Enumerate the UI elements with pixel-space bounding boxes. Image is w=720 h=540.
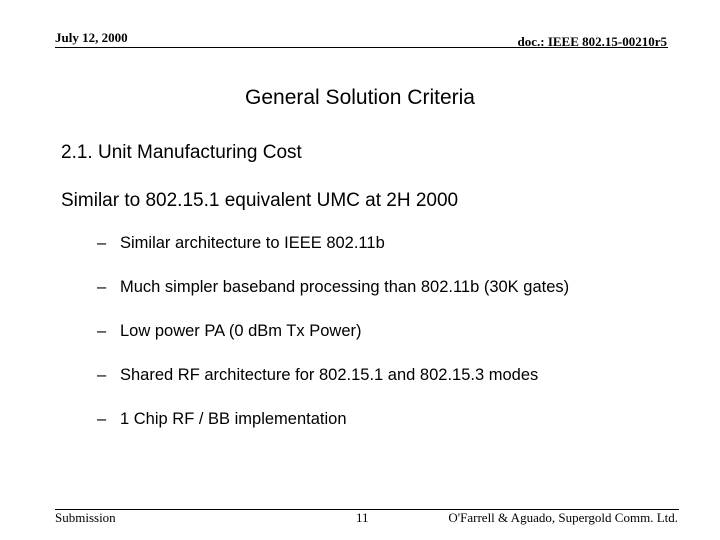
bullet-item — [97, 277, 569, 321]
bullet-item — [97, 365, 569, 409]
bullet-text: Much simpler baseband processing than 802.11b (30K gates) — [120, 278, 570, 296]
footer-submission: Submission — [55, 510, 116, 525]
header-date: July 12, 2000 — [55, 30, 128, 45]
lead-statement: Similar to 802.15.1 equivalent UMC at 2H 2000 — [61, 190, 459, 211]
footer-authors: O'Farrell & Aguado, Supergold Comm. Ltd. — [448, 510, 678, 525]
bullet-item — [97, 409, 569, 453]
bullet-item — [97, 321, 569, 365]
header-divider — [55, 47, 668, 48]
section-heading: 2.1. Unit Manufacturing Cost — [61, 142, 302, 163]
bullet-marker: – — [97, 366, 107, 384]
page-number: 11 — [356, 510, 369, 525]
slide-title: General Solution Criteria — [245, 86, 475, 109]
bullet-marker: – — [97, 278, 107, 296]
bullet-text: Shared RF architecture for 802.15.1 and 802.15.3 modes — [120, 366, 539, 384]
bullet-text: Similar architecture to IEEE 802.11b — [120, 234, 385, 252]
bullet-text: 1 Chip RF / BB implementation — [120, 410, 347, 428]
bullet-item — [97, 233, 569, 277]
bullet-marker: – — [97, 410, 107, 428]
bullet-text: Low power PA (0 dBm Tx Power) — [120, 322, 362, 340]
header-doc-id: doc.: IEEE 802.15-00210r5 — [517, 34, 667, 49]
bullet-list — [97, 233, 569, 453]
bullet-marker: – — [97, 322, 107, 340]
bullet-marker: – — [97, 234, 107, 252]
